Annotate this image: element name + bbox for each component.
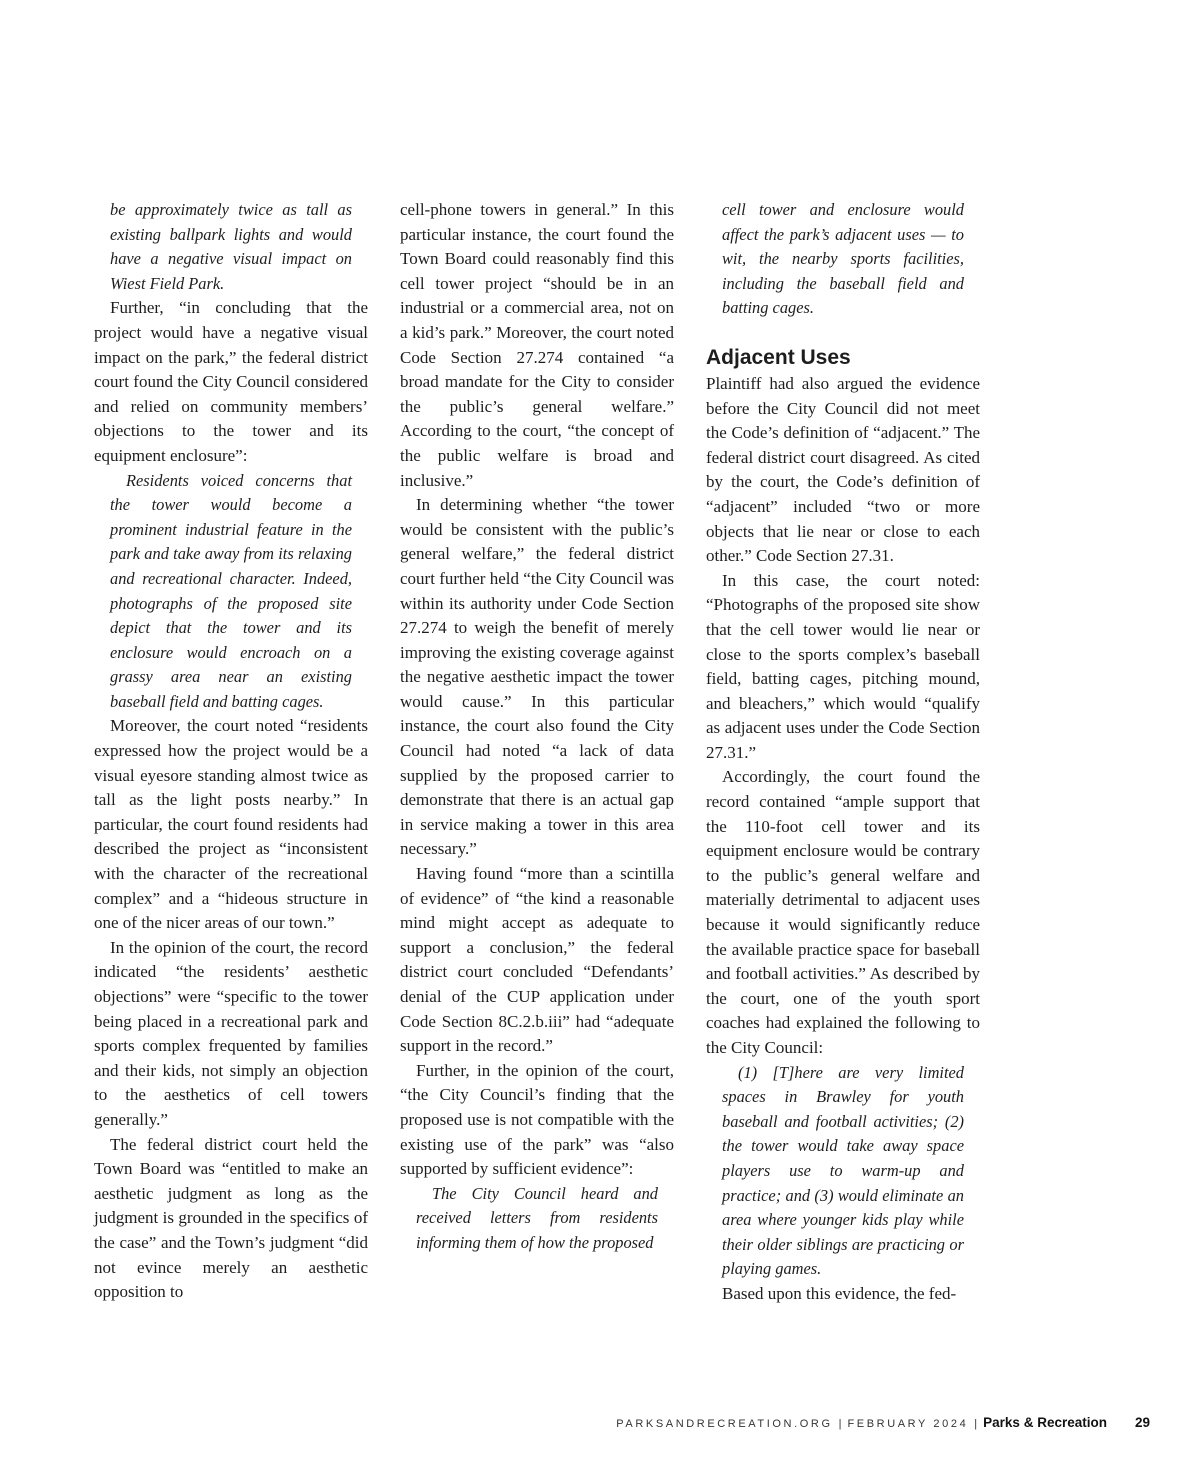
paragraph: In determining whether “the tower would be consistent with the public’s general welfare,” the federal district court further held “the City Council was within its authority under Code Section 27.274 to weigh the benefit of merely improving the existing coverage against the negative aesthetic impact the tower would cause.” In this particular instance, the court also found the City Council had noted “a lack of data supplied by the proposed carrier to demonstrate that there is an actual gap in service making a tower in this area necessary.” [400,495,674,859]
paragraph: Plaintiff had also argued the evidence before the City Council did not meet the Code’s definition of “adjacent.” The federal district court disagreed. As cited by the court, the Code’s definition of “adjacent” included “two or more objects that lie near or close to each other.” Code Section 27.31. [706,373,980,566]
paragraph: Accordingly, the court found the record contained “ample support that the 110-foot cell tower and its equipment enclosure would be contrary to the public’s general welfare and materially detrimental to adjacent uses because it would significantly reduce the available practice space for baseball and football activities.” As described by the court, one of the youth sport coaches had explained the following to the City Council: [706,767,980,1057]
paragraph: Moreover, the court noted “residents expressed how the project would be a visual eyesore standing almost twice as tall as the light posts nearby.” In particular, the court found residents had described the project as “inconsistent with the character of the recreational complex” and a “hideous structure in one of the nicer areas of our town.” [94,716,368,933]
paragraph: Further, “in concluding that the project would have a negative visual impact on the park,” the federal district court found the City Council considered and relied on community members’ objections to the tower and its equipment enclosure”: [94,298,368,465]
block-quote: cell tower and enclosure would affect the park’s adjacent uses — to wit, the nearby sports facilities, including the baseball field and batting cages. [722,200,964,318]
block-quote: (1) [T]here are very limited spaces in Brawley for youth baseball and football activities; (2) the tower would take away space players use to warm-up and practice; and (3) would eliminate an area where younger kids play while their older siblings are practicing or playing games. [722,1062,964,1279]
page-number: 29 [1134,1415,1150,1430]
footer-issue: FEBRUARY 2024 [847,1418,969,1430]
footer-separator: | [838,1418,842,1430]
paragraph: Further, in the opinion of the court, “the City Council’s finding that the proposed use is not compatible with the existing use of the park” was “also supported by sufficient evidence”: [400,1060,674,1179]
paragraph: Having found “more than a scintilla of evidence” of “the kind a reasonable mind might accept as adequate to support a conclusion,” the federal district court concluded “Defendants’ denial of the CUP application under Code Section 8C.2.b.iii” had “adequate support in the record.” [400,864,674,1056]
paragraph: In this case, the court noted: “Photographs of the proposed site show that the cell tower would lie near or close to the sports complex’s baseball field, batting cages, pitching mound, and bleachers,” which would “qualify as adjacent uses under the Code Section 27.31.” [706,570,980,762]
article-column-2 [400,198,674,1256]
block-quote: be approximately twice as tall as existing ballpark lights and would have a negative visual impact on Wiest Field Park. [110,200,352,293]
block-quote: The City Council heard and received letters from residents informing them of how the proposed [416,1183,658,1252]
paragraph: In the opinion of the court, the record indicated “the residents’ aesthetic objections” were “specific to the tower being placed in a recreational park and sports complex frequented by families and their kids, not simply an objection to the aesthetics of cell towers generally.” [94,937,368,1129]
block-quote: Residents voiced concerns that the tower would become a prominent industrial feature in the park and take away from its relaxing and recreational character. Indeed, photographs of the proposed site depict that the tower and its enclosure would encroach on a grassy area near an existing baseball field and batting cages. [110,470,352,711]
paragraph: cell-phone towers in general.” In this particular instance, the court found the Town Board could reasonably find this cell tower project “should be in an industrial or a commercial area, not on a kid’s park.” Moreover, the court noted Code Section 27.274 contained “a broad mandate for the City to consider the public’s general welfare.” According to the court, “the concept of the public welfare is broad and inclusive.” [400,200,674,490]
paragraph: Based upon this evidence, the fed- [722,1283,957,1303]
footer-separator: | [974,1418,978,1430]
paragraph: The federal district court held the Town Board was “entitled to make an aesthetic judgment as long as the judgment is grounded in the specifics of the case” and the Town’s judgment “did not evince merely an aesthetic opposition to [94,1134,368,1302]
page-footer [616,1415,1150,1430]
section-heading: Adjacent Uses [706,345,851,369]
footer-magazine-title: Parks & Recreation [983,1415,1107,1430]
article-column-3 [706,198,980,1307]
article-column-1 [94,198,368,1305]
footer-site: PARKSANDRECREATION.ORG [616,1418,833,1430]
